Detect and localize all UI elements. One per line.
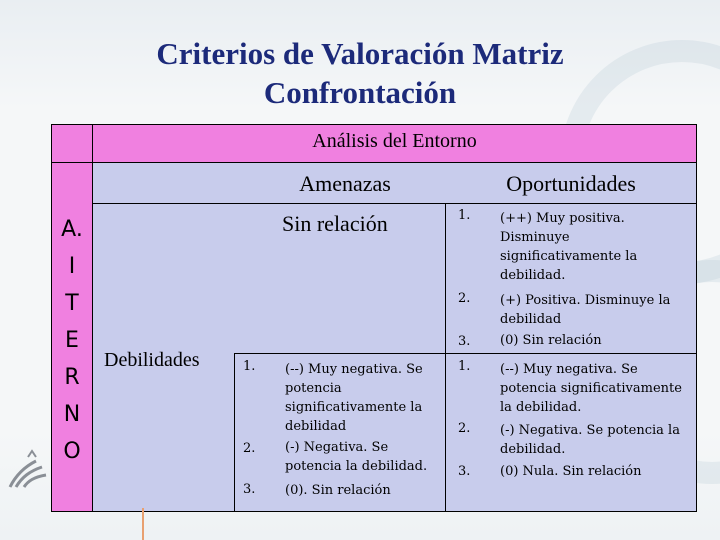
side-letter: I	[68, 254, 76, 279]
side-letter: N	[63, 402, 81, 427]
list-number: 2.	[243, 441, 256, 456]
list-number: 3.	[458, 334, 471, 349]
list-number: 3.	[458, 464, 471, 479]
grid-line	[234, 353, 696, 354]
list-item: (+) Positiva. Disminuye la debilidad	[500, 293, 671, 327]
title-line-2: Confrontación	[263, 75, 457, 110]
list-item: (--) Muy negativa. Se potencia significativamente la debilidad.	[500, 362, 682, 415]
table-header: Análisis del Entorno	[312, 130, 477, 152]
side-letter: A.	[61, 217, 83, 242]
side-letter: O	[63, 439, 81, 464]
list-item: (-) Negativa. Se potencia la debilidad.	[500, 423, 680, 457]
list-item: (0). Sin relación	[285, 483, 391, 498]
grid-line	[234, 353, 235, 511]
list-number: 1.	[243, 359, 256, 374]
no-relation-label: Sin relación	[282, 211, 388, 236]
side-letter: E	[65, 328, 79, 353]
title-line-1: Criterios de Valoración Matriz	[156, 36, 564, 71]
column-header-opportunities: Oportunidades	[506, 171, 636, 196]
side-letter: R	[64, 365, 80, 390]
list-number: 2.	[458, 291, 471, 306]
list-number: 3.	[243, 482, 256, 497]
list-item: (--) Muy negativa. Se potencia significativamente la debilidad	[285, 362, 423, 434]
side-label	[52, 211, 92, 470]
confrontation-matrix-table	[51, 124, 697, 512]
list-item: (++) Muy positiva. Disminuye significativamente la debilidad.	[500, 211, 638, 283]
slide-title	[0, 34, 720, 112]
list-number: 2.	[458, 421, 471, 436]
accent-line	[142, 508, 144, 540]
list-item: (0) Nula. Sin relación	[500, 464, 642, 479]
header-pink-corner	[52, 125, 92, 162]
list-number: 1.	[458, 359, 471, 374]
column-header-threats: Amenazas	[299, 171, 391, 196]
side-letter: T	[65, 291, 79, 316]
row-label-debilidades: Debilidades	[104, 349, 200, 371]
grid-line	[93, 203, 696, 204]
list-item: (-) Negativa. Se potencia la debilidad.	[285, 440, 428, 474]
grid-line	[52, 162, 696, 163]
list-item: (0) Sin relación	[500, 333, 602, 348]
grid-line	[445, 204, 446, 511]
list-number: 1.	[458, 208, 471, 223]
leaf-logo-icon	[6, 447, 50, 491]
